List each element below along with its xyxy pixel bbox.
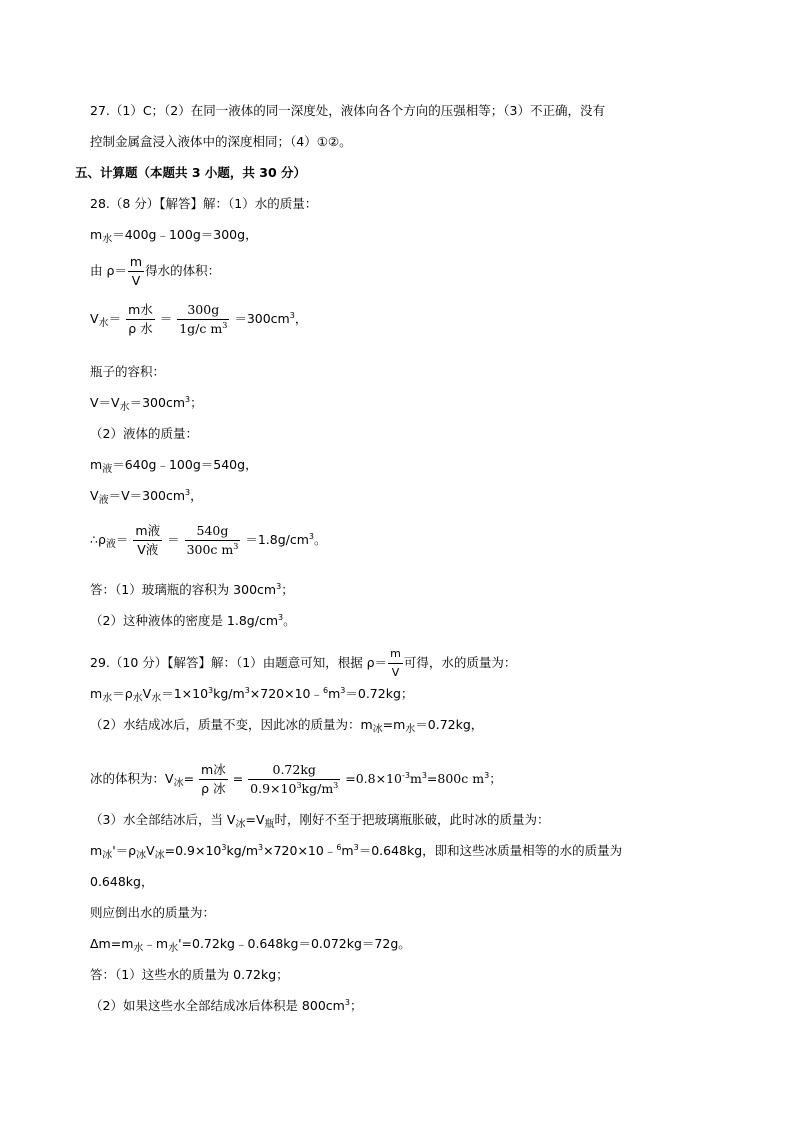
q28-answer-1: 答：（1）玻璃瓶的容积为 $300cm^3$；	[90, 582, 294, 597]
q29-water-mass: $m_水=\rho_水V_水=1\times 10^3kg/m^3\times 720\times 10﹣^6m^3=0.72kg$；	[90, 686, 414, 704]
q29-part2: （2）水结成冰后，质量不变，因此冰的质量为：$m_冰=m_水=0.72kg$，	[90, 717, 484, 735]
q28-liquid-volume: $V_液=V=300cm^3$，	[90, 488, 203, 506]
q29-pour-label: 则应倒出水的质量为：	[90, 905, 216, 920]
q29-ice-volume: 冰的体积为：$V_冰=$ $\frac{\text{m冰}}{\text{ρ 冰}}$ = $\frac{0.72kg}{0.9\times 10^3kg/m^3}$ $=0.8\times 10^{-3}m^3=800c$ $m^3$；	[90, 762, 502, 796]
q29-answer-2: （2）如果这些水全部结成冰后体积是 $800cm^3$；	[90, 998, 363, 1013]
q28-water-mass: $m_水=400g﹣100g=300g$，	[90, 227, 258, 245]
q28-water-volume: $V_水=$ $\frac{\text{m水}}{\text{ρ 水}}$ ＝ $\frac{300g}{1g/c m^3}$ $=300cm^3$，	[90, 302, 308, 336]
q29-answer-1: 答：（1）这些水的质量为 0.72kg；	[90, 967, 289, 982]
q28-capacity-label: 瓶子的容积：	[90, 364, 166, 379]
q27-line-1: 27.（1）C；（2）在同一液体的同一深度处，液体向各个方向的压强相等；（3）不正确，没有	[90, 103, 605, 118]
q28-part2-intro: （2）液体的质量：	[90, 426, 198, 441]
q28-intro: 28.（8 分）【解答】解：（1）水的质量：	[90, 196, 318, 211]
q27-line-2: 控制金属盒浸入液体中的深度相同；（4）①②。	[90, 134, 352, 149]
q28-liquid-density: $\therefore\rho_液=$ $\frac{\text{m液}}{\text{V液}}$ ＝ $\frac{540g}{300c m^3}$ $=1.8g/cm^3$。	[90, 523, 327, 557]
q29-part3: （3）水全部结冰后，当 $V_冰=V_瓶$时，刚好不至于把玻璃瓶胀破，此时冰的质量为：	[90, 812, 550, 830]
q28-answer-2: （2）这种液体的密度是 $1.8g/cm^3$。	[90, 613, 296, 628]
q28-bottle-volume: $V=V_水=300cm^3$；	[90, 395, 203, 413]
q29-delta-mass: $\Delta m=m_水﹣m_水'=0.72kg﹣0.648kg=0.072kg=72g$。	[90, 936, 411, 954]
section-5-title: 五、计算题（本题共 3 小题，共 30 分）	[75, 165, 307, 180]
q28-density-formula: 由 ρ＝ $\frac{m}{V}$ 得水的体积：	[90, 254, 221, 288]
q29-intro: 29.（10 分）【解答】解：（1）由题意可知，根据 ρ＝ $\frac{m}{V}$ 可得，水的质量为：	[90, 647, 517, 679]
q29-ice-mass: $m_冰'=\rho_冰V_冰=0.9\times 10^3kg/m^3\times 720\times 10﹣^6m^3=0.648kg$，即和这些冰质量相等的水的质量为	[90, 843, 623, 861]
q28-liquid-mass: $m_液=640g﹣100g=540g$，	[90, 457, 258, 475]
q29-ice-mass-cont: 0.648kg，	[90, 874, 154, 889]
